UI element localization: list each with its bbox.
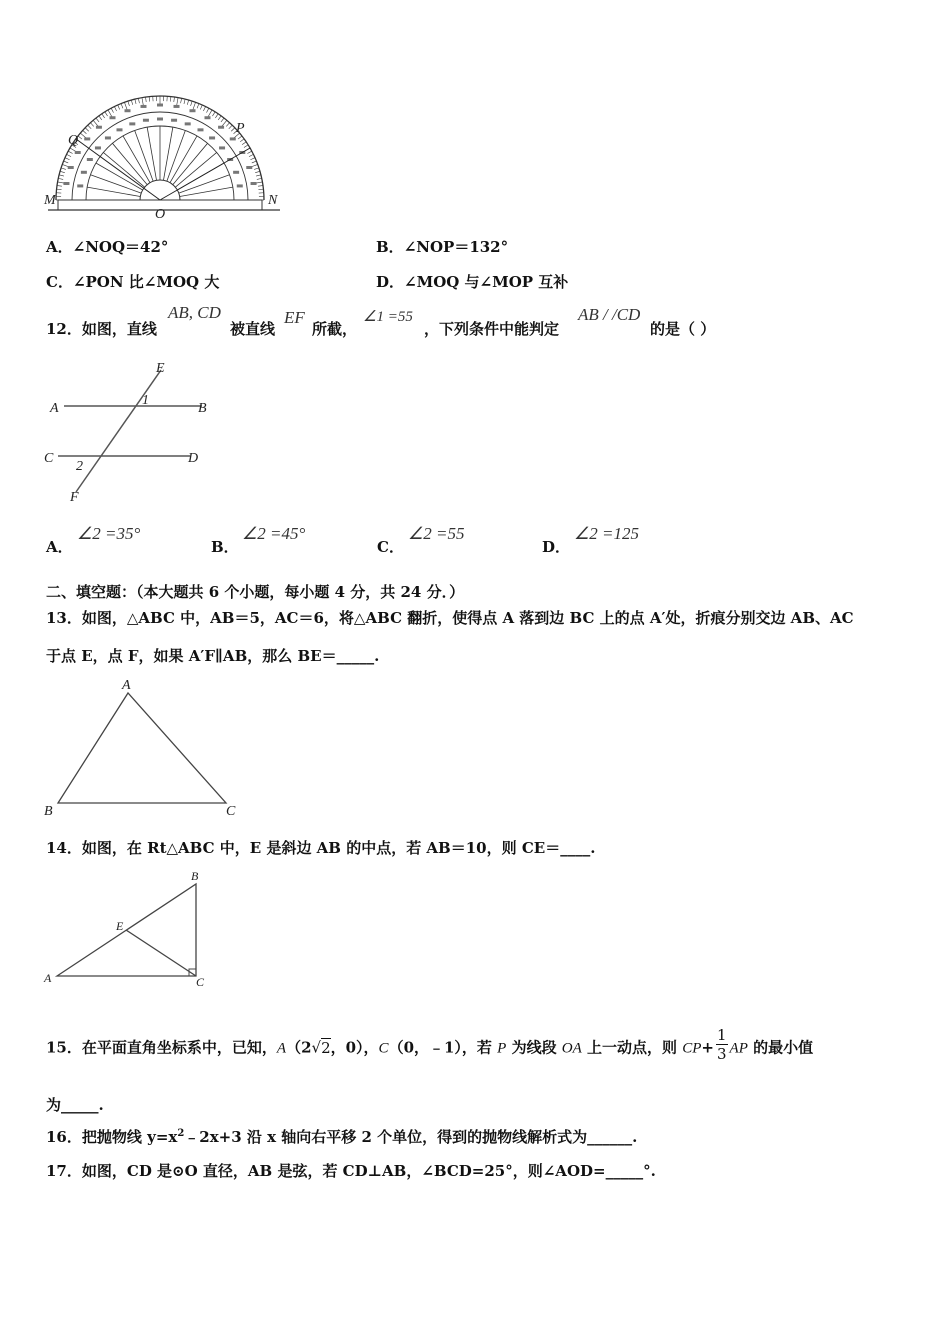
q12-option-b-letter[interactable]: B．: [211, 538, 239, 556]
q15-text: ，0），: [330, 1038, 379, 1057]
q12-option-b-expr: ∠2 =45°: [242, 524, 306, 543]
q15-fraction: [716, 1026, 728, 1063]
option-letter: D．: [376, 273, 405, 291]
q16-exponent: 2: [177, 1128, 185, 1139]
q15-line1: [46, 1026, 814, 1067]
label-2: 2: [76, 459, 83, 474]
section-heading: 二、填空题：（本大题共 6 个小题，每小题 4 分，共 24 分．）: [46, 583, 465, 601]
q15-radicand: 2: [321, 1038, 331, 1057]
label-a: A: [122, 678, 131, 693]
q14-line: 14．如图，在 Rt△ABC 中，E 是斜边 AB 的中点，若 AB＝10，则 CE＝____.: [46, 839, 596, 857]
option-letter: B．: [376, 238, 404, 256]
q15-point-c: C: [378, 1040, 389, 1057]
label-a: A: [44, 971, 52, 985]
q11-option-c[interactable]: [46, 271, 219, 292]
fraction-numerator: 1: [717, 1026, 727, 1044]
q12-stem-part1: 12．如图，直线: [46, 320, 157, 338]
q15-ap: AP: [729, 1040, 748, 1057]
q12-option-c-expr: ∠2 =55: [408, 524, 465, 543]
q15-point-a: A: [276, 1040, 287, 1057]
q13-triangle-figure: [40, 675, 250, 820]
label-c: C: [196, 975, 205, 989]
protractor: [48, 96, 280, 210]
option-text: ∠PON 比∠MOQ 大: [72, 273, 220, 291]
label-a: A: [50, 401, 59, 416]
q13-line2: 于点 E，点 F，如果 A′F∥AB，那么 BE＝_____.: [46, 647, 380, 665]
q13-line1: 13．如图，△ABC 中，AB＝5，AC＝6，将△ABC 翻折，使得点 A 落到边 BC 上的点 A′处，折痕分别交边 AB、AC: [46, 609, 854, 627]
label-1: 1: [142, 393, 149, 408]
q15-text: 上一动点，则: [581, 1038, 683, 1057]
q15-point-p: P: [497, 1040, 507, 1057]
q15-line2: 为_____.: [46, 1096, 104, 1114]
q12-option-a-letter[interactable]: A．: [46, 538, 73, 556]
label-c: C: [44, 451, 54, 466]
option-letter: C．: [46, 273, 73, 291]
label-f: F: [70, 490, 79, 505]
q16-line: [46, 1126, 637, 1147]
label-c: C: [226, 804, 236, 819]
q12-stem-part5: 的是（ ）: [650, 320, 716, 338]
q12-math-parallel: AB / /CD: [578, 305, 641, 324]
q15-text: 为线段: [506, 1038, 562, 1057]
label-d: D: [188, 451, 199, 466]
q15-cp: CP: [682, 1040, 702, 1057]
label-b: B: [44, 804, 53, 819]
q12-option-c-letter[interactable]: C．: [377, 538, 404, 556]
fraction-denominator: 3: [717, 1045, 727, 1063]
label-e: E: [156, 361, 165, 376]
q15-text: 的最小值: [747, 1038, 814, 1057]
label-o: O: [155, 207, 166, 222]
q12-stem-part3: 所截，: [312, 320, 358, 338]
q16-text: ﹣2x+3 沿 x 轴向右平移 2 个单位，得到的抛物线解析式为______.: [184, 1128, 638, 1146]
q15-text: 15．在平面直角坐标系中，已知，: [46, 1038, 277, 1057]
q12-math-angle1: ∠1 =55: [363, 309, 413, 325]
label-n: N: [268, 193, 278, 208]
label-e: E: [116, 919, 124, 933]
label-b: B: [198, 401, 207, 416]
q12-math-ab-cd: AB, CD: [168, 303, 221, 322]
q12-option-a-expr: ∠2 =35°: [77, 524, 141, 543]
q12-figure: [40, 360, 220, 505]
option-text: ∠NOQ＝42°: [72, 238, 169, 256]
q16-text: 16．把抛物线 y=x: [46, 1128, 178, 1146]
option-letter: A．: [46, 238, 73, 256]
q17-line: 17．如图，CD 是⊙O 直径，AB 是弦，若 CD⊥AB，∠BCD=25°，则∠AOD=_____°.: [46, 1162, 656, 1180]
q12-math-ef: EF: [284, 308, 305, 327]
q12-stem-part2: 被直线: [230, 320, 276, 338]
q15-plus: +: [701, 1038, 714, 1057]
option-text: ∠NOP＝132°: [403, 238, 509, 256]
option-text: ∠MOQ 与∠MOP 互补: [404, 273, 569, 291]
q11-option-a[interactable]: [46, 236, 168, 257]
q15-text: （0，﹣1），若: [388, 1038, 498, 1057]
label-m: M: [44, 193, 56, 208]
label-p: P: [236, 121, 245, 136]
q15-text: （2: [286, 1038, 312, 1057]
q15-segment-oa: OA: [561, 1040, 582, 1057]
q11-option-d[interactable]: [376, 271, 568, 292]
label-q: Q: [68, 133, 79, 148]
q12-stem-part4: ，下列条件中能判定: [424, 320, 560, 338]
q11-option-b[interactable]: [376, 236, 508, 257]
label-b: B: [191, 869, 199, 883]
sqrt-icon: √: [311, 1038, 322, 1057]
q12-option-d-letter[interactable]: D．: [542, 538, 571, 556]
protractor-figure: [40, 100, 290, 225]
q14-right-triangle-figure: [40, 868, 220, 993]
q12-option-d-expr: ∠2 =125: [574, 524, 639, 543]
